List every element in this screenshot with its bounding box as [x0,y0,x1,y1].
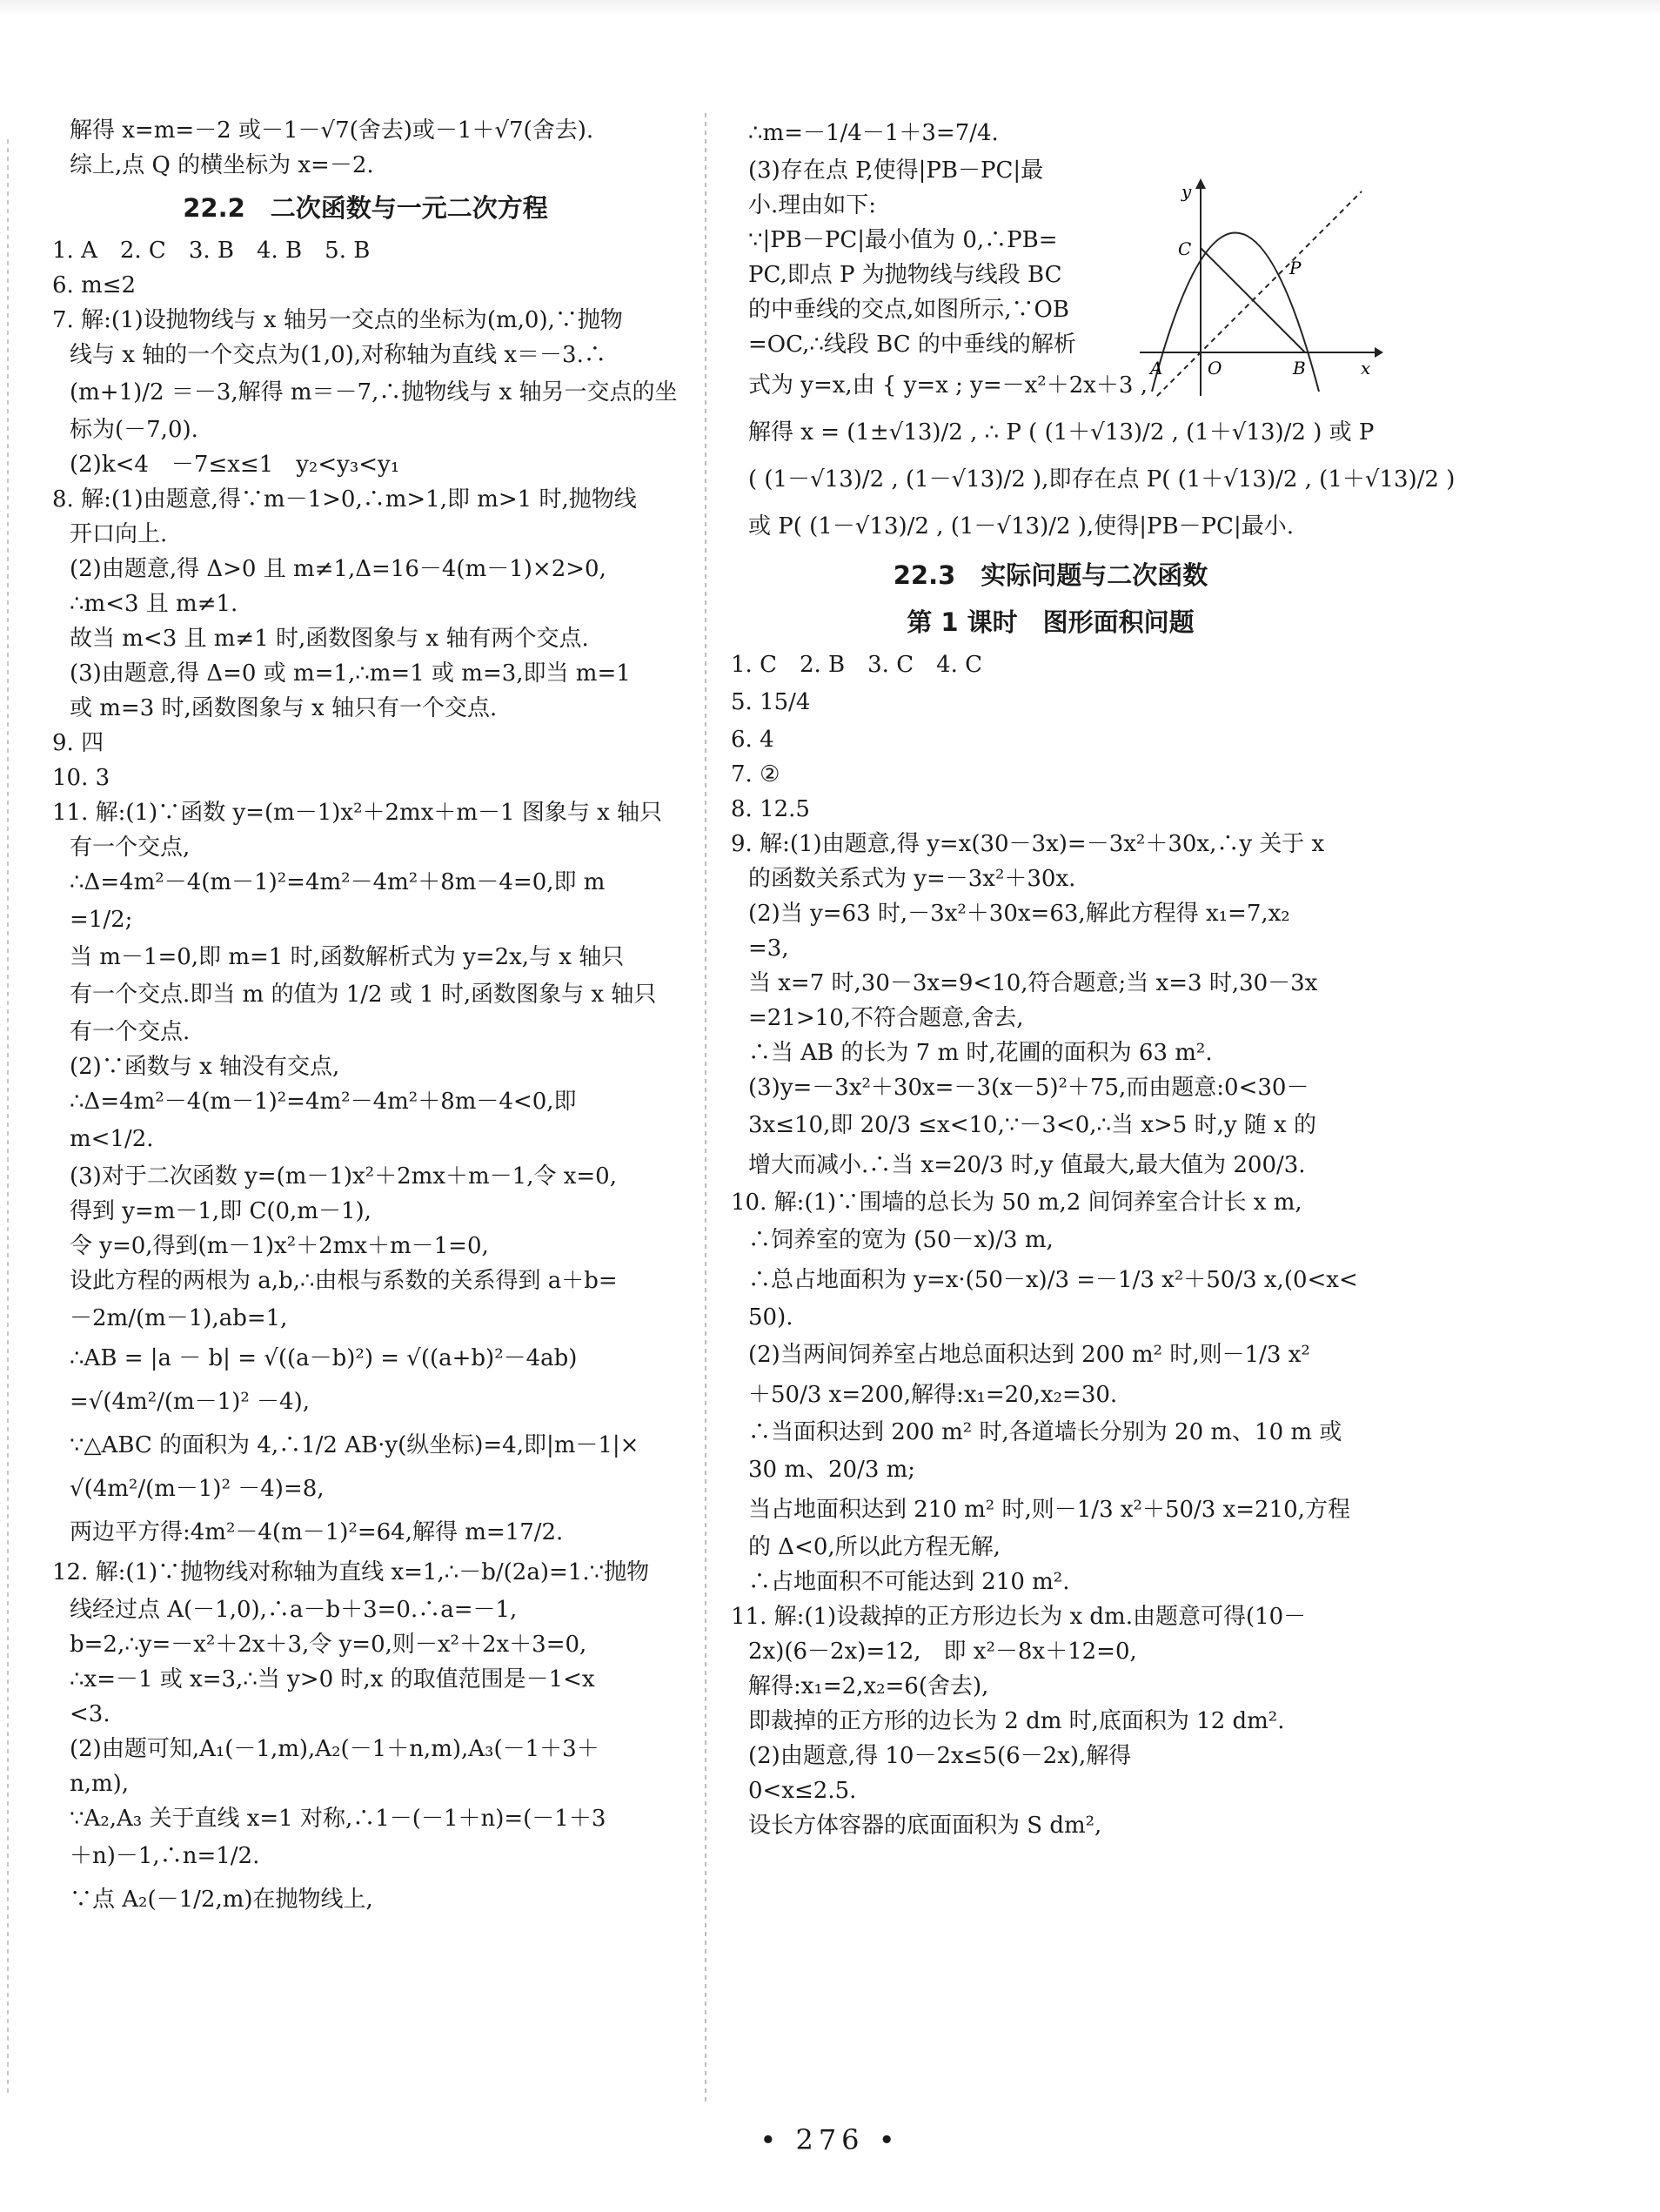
text-line: 11. 解:(1)设裁掉的正方形边长为 x dm.由题意可得(10－ [731,1604,1307,1630]
text-line: =√(4m²/(m－1)² －4), [70,1389,310,1415]
text-line: =21>10,不符合题意,舍去, [748,1005,1024,1031]
text-line: ∵△ABC 的面积为 4,∴1/2 AB·y(纵坐标)=4,即|m－1|× [70,1432,639,1458]
text-line: 增大而减小.∴当 x=20/3 时,y 值最大,最大值为 200/3. [748,1152,1306,1178]
left-margin-rule [7,139,9,2097]
text-line: 设此方程的两根为 a,b,∴由根与系数的关系得到 a＋b= [70,1268,618,1294]
text-line: 1. C 2. B 3. C 4. C [731,652,983,678]
column-divider [705,113,706,2106]
text-line: ＋50/3 x=200,解得:x₁=20,x₂=30. [748,1382,1118,1408]
section-heading: 第 1 课时 图形面积问题 [907,607,1195,637]
text-line: (2)由题意,得 Δ>0 且 m≠1,Δ=16－4(m－1)×2>0, [70,556,606,582]
text-line: 的中垂线的交点,如图所示,∵OB [748,297,1069,323]
text-line: 7. ② [731,761,780,788]
text-line: ∴m<3 且 m≠1. [70,591,238,617]
left-column [52,113,679,1923]
text-line: 8. 解:(1)由题意,得∵m－1>0,∴m>1,即 m>1 时,抛物线 [52,486,637,513]
text-line: 或 m=3 时,函数图象与 x 轴只有一个交点. [70,695,498,721]
text-line: =3, [748,935,789,962]
text-line: =OC,∴线段 BC 的中垂线的解析 [748,332,1076,358]
page-number: • 276 • [760,2123,900,2156]
text-line: <3. [70,1701,110,1727]
text-line: ∵A₂,A₃ 关于直线 x=1 对称,∴1－(－1＋n)=(－1＋3 [70,1806,606,1832]
text-line: 综上,点 Q 的横坐标为 x=－2. [70,152,374,178]
text-line: 故当 m<3 且 m≠1 时,函数图象与 x 轴有两个交点. [70,626,589,652]
text-line: 解得 x = (1±√13)/2 , ∴ P ( (1＋√13)/2 , (1＋√13)/2 ) 或 P [748,419,1375,446]
text-line: ∴占地面积不可能达到 210 m². [748,1569,1070,1595]
text-line: 50). [748,1304,793,1331]
text-line: ∴饲养室的宽为 (50－x)/3 m, [748,1227,1054,1253]
text-line: 即裁掉的正方形的边长为 2 dm 时,底面积为 12 dm². [748,1708,1285,1734]
text-line: ＋n)－1,∴n=1/2. [70,1843,260,1869]
text-line: ∵|PB－PC|最小值为 0,∴PB= [748,227,1058,253]
section-heading: 22.3 实际问题与二次函数 [893,560,1208,590]
text-line: n,m), [70,1771,130,1797]
text-line: 开口向上. [70,521,168,547]
text-line: ∴Δ=4m²－4(m－1)²=4m²－4m²＋8m－4<0,即 [70,1089,577,1115]
text-line: 9. 四 [52,730,104,756]
text-line: 设长方体容器的底面面积为 S dm², [748,1813,1102,1839]
text-line: (m+1)/2 ＝－3,解得 m＝－7,∴抛物线与 x 轴另一交点的坐 [70,379,678,406]
text-line: (3)对于二次函数 y=(m－1)x²＋2mx＋m－1,令 x=0, [70,1163,617,1190]
text-line: 标为(－7,0). [70,417,198,443]
text-line: 令 y=0,得到(m－1)x²＋2mx＋m－1=0, [70,1233,489,1259]
text-line: ∴总占地面积为 y=x·(50－x)/3 =－1/3 x²＋50/3 x,(0<x< [748,1267,1358,1293]
text-line: 5. 15/4 [731,689,811,715]
label-p: P [1289,258,1302,278]
text-line: 0<x≤2.5. [748,1778,857,1804]
label-o: O [1208,358,1222,379]
text-line: 6. m≤2 [52,272,137,298]
text-line: 2x)(6－2x)=12, 即 x²－8x＋12=0, [748,1639,1137,1665]
text-line: －2m/(m－1),ab=1, [70,1305,288,1331]
x-axis-arrow [1375,347,1383,358]
text-line: (2)当 y=63 时,－3x²＋30x=63,解此方程得 x₁=7,x₂ [748,901,1290,927]
text-line: 当占地面积达到 210 m² 时,则－1/3 x²＋50/3 x=210,方程 [748,1497,1350,1523]
text-line: (3)由题意,得 Δ=0 或 m=1,∴m=1 或 m=3,即当 m=1 [70,660,631,687]
text-line: 9. 解:(1)由题意,得 y=x(30－3x)=－3x²＋30x,∴y 关于 x [731,831,1325,857]
text-line: 10. 3 [52,765,110,791]
y-axis-arrow [1195,178,1206,189]
label-b: B [1293,358,1306,379]
text-line: 7. 解:(1)设抛物线与 x 轴另一交点的坐标为(m,0),∵抛物 [52,307,623,333]
text-line: 的函数关系式为 y=－3x²＋30x. [748,866,1076,892]
text-line: =1/2; [70,907,133,933]
text-line: √(4m²/(m－1)² －4)=8, [70,1476,325,1502]
text-line: ∵点 A₂(－1/2,m)在抛物线上, [70,1887,373,1913]
text-line: 得到 y=m－1,即 C(0,m－1), [70,1198,371,1224]
text-line: 的 Δ<0,所以此方程无解, [748,1534,1001,1560]
text-line: 两边平方得:4m²－4(m－1)²=64,解得 m=17/2. [70,1519,564,1545]
text-line: (2)由题意,得 10－2x≤5(6－2x),解得 [748,1743,1132,1769]
text-line: (3)存在点 P,使得|PB－PC|最 [748,158,1044,184]
label-x: x [1361,358,1371,379]
text-line: 3x≤10,即 20/3 ≤x<10,∵－3<0,∴当 x>5 时,y 随 x 的 [748,1112,1316,1138]
text-line: (2)k<4 －7≤x≤1 y₂<y₃<y₁ [70,452,400,478]
text-line: 解得 x=m=－2 或－1－√7(舍去)或－1＋√7(舍去). [70,117,594,144]
text-line: b=2,∴y=－x²＋2x＋3,令 y=0,则－x²＋2x＋3=0, [70,1632,587,1658]
text-line: 30 m、20/3 m; [748,1457,916,1483]
text-line: 当 x=7 时,30－3x=9<10,符合题意;当 x=3 时,30－3x [748,970,1318,996]
text-line: 线与 x 轴的一个交点为(1,0),对称轴为直线 x＝－3.∴ [70,342,606,368]
label-y: y [1181,181,1192,202]
text-line: ( (1－√13)/2 , (1－√13)/2 ),即存在点 P( (1＋√13)/2 , (1＋√13)/2 ) [748,466,1456,493]
text-line: ∴当 AB 的长为 7 m 时,花圃的面积为 63 m². [748,1040,1213,1066]
label-c: C [1178,238,1192,259]
segment-cp [1201,248,1279,274]
text-line: ∴当面积达到 200 m² 时,各道墙长分别为 20 m、10 m 或 [748,1419,1342,1445]
text-line: 解得:x₁=2,x₂=6(舍去), [748,1673,989,1699]
text-line: 式为 y=x,由 { y=x ; y=－x²＋2x＋3 , [748,372,1148,399]
line-y-equals-x [1157,191,1362,396]
text-line: 当 m－1=0,即 m=1 时,函数解析式为 y=2x,与 x 轴只 [70,944,625,970]
text-line: 6. 4 [731,727,774,753]
text-line: 小.理由如下: [748,192,877,218]
label-a: A [1150,358,1163,379]
text-line: (2)∵函数与 x 轴没有交点, [70,1054,340,1080]
text-line: 10. 解:(1)∵围墙的总长为 50 m,2 间饲养室合计长 x m, [731,1190,1302,1216]
text-line: 8. 12.5 [731,796,810,822]
text-line: (2)当两间饲养室占地总面积达到 200 m² 时,则－1/3 x² [748,1342,1310,1368]
scan-top-edge [0,0,1660,17]
text-line: PC,即点 P 为抛物线与线段 BC [748,262,1062,288]
text-line: ∴x=－1 或 x=3,∴当 y>0 时,x 的取值范围是－1<x [70,1666,595,1693]
text-line: (2)由题可知,A₁(－1,m),A₂(－1＋n,m),A₃(－1＋3＋ [70,1736,599,1762]
text-line: 或 P( (1－√13)/2 , (1－√13)/2 ),使得|PB－PC|最小. [748,513,1294,540]
section-heading: 22.2 二次函数与一元二次方程 [183,193,548,223]
text-line: 有一个交点, [70,835,191,861]
text-line: (3)y=－3x²＋30x=－3(x－5)²＋75,而由题意:0<30－ [748,1075,1309,1101]
text-line: ∴AB = |a － b| = √((a－b)²) = √((a+b)²－4ab) [70,1345,578,1371]
text-line: m<1/2. [70,1126,154,1152]
text-line: 11. 解:(1)∵函数 y=(m－1)x²＋2mx＋m－1 图象与 x 轴只 [52,800,663,826]
text-line: 有一个交点. [70,1019,191,1045]
text-line: 线经过点 A(－1,0),∴a－b＋3=0.∴a=－1, [70,1597,518,1623]
text-line: ∴Δ=4m²－4(m－1)²=4m²－4m²＋8m－4=0,即 m [70,869,606,895]
text-line: 12. 解:(1)∵抛物线对称轴为直线 x=1,∴－b/(2a)=1.∵抛物 [52,1559,650,1585]
text-line: 1. A 2. C 3. B 4. B 5. B [52,238,371,264]
parabola-figure [1140,178,1383,396]
text-line: ∴m=－1/4－1＋3=7/4. [748,120,999,146]
text-line: 有一个交点.即当 m 的值为 1/2 或 1 时,函数图象与 x 轴只 [70,982,657,1008]
